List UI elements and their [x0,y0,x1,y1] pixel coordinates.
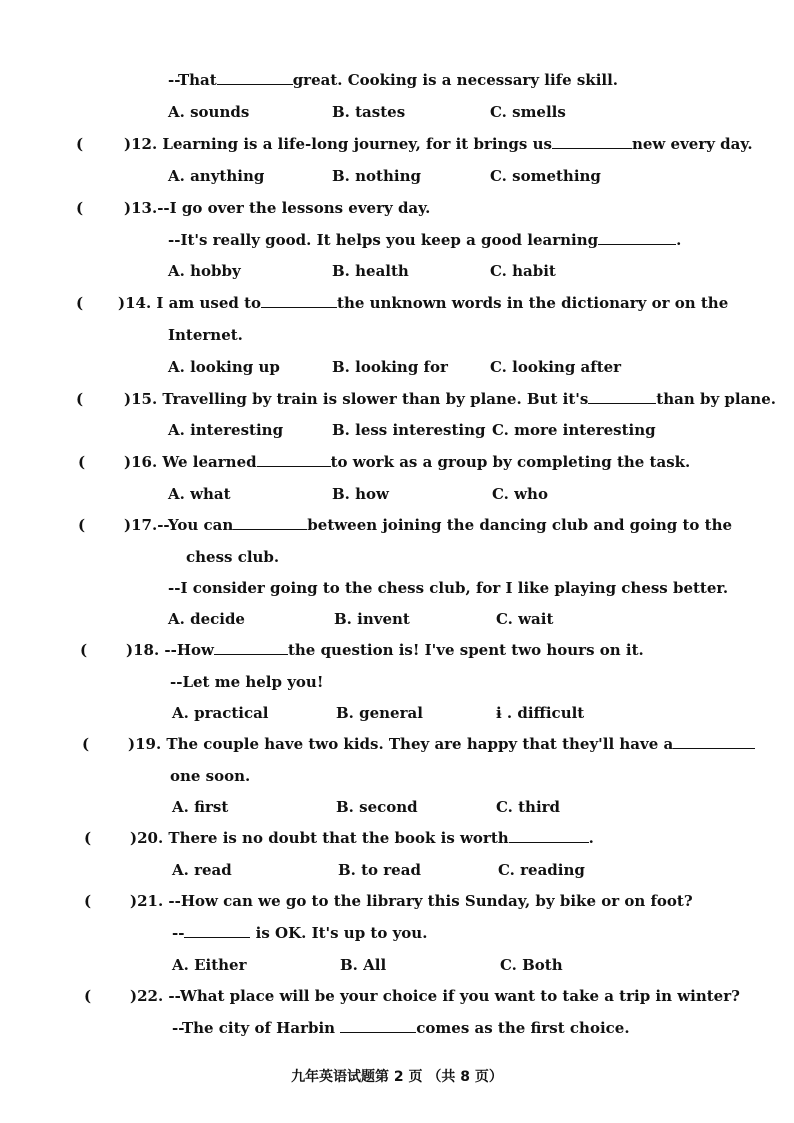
q17-dialogue-line: --I consider going to the chess club, for I like playing chess better. [168,579,729,597]
option-c: C. habit [490,262,556,280]
answer-paren: ( [76,199,84,217]
q15-question: )15. Travelling by train is slower than by plane. But it's than by plane. [124,390,776,408]
q14-question-cont: Internet. [168,326,243,344]
q20-question: )20. There is no doubt that the book is worth . [130,829,594,847]
option-b: B. tastes [332,103,406,121]
q13-dialogue-line: --It's really good. It helps you keep a good learning . [168,231,682,249]
option-a: A. Either [172,956,247,974]
page-footer: 九年英语试题第 2 页 （共 8 页） [291,1069,503,1085]
answer-paren: ( [76,294,84,312]
q22-dialogue-line: --The city of Harbin comes as the first choice. [172,1019,630,1037]
answer-blank [552,134,632,149]
option-a: A. first [172,798,229,816]
q17-question-cont: chess club. [186,548,280,566]
answer-blank [598,230,676,245]
answer-paren: ( [78,453,86,471]
option-b: B. how [332,485,389,503]
q22-question: )22. --What place will be your choice if you want to take a trip in winter? [130,987,740,1005]
option-c: C. third [496,798,561,816]
answer-blank [214,640,288,655]
option-a: A. sounds [168,103,250,121]
option-c: C. who [492,485,548,503]
option-a: A. hobby [168,262,241,280]
option-c: ɨ . difficult [496,704,585,722]
answer-blank [261,293,337,308]
answer-paren: ( [80,641,88,659]
answer-paren: ( [76,390,84,408]
option-a: A. what [168,485,231,503]
answer-paren: ( [78,516,86,534]
answer-blank [340,1018,416,1033]
option-b: B. second [336,798,418,816]
option-a: A. decide [168,610,245,628]
option-b: B. nothing [332,167,421,185]
option-a: A. looking up [168,358,280,376]
q19-question-cont: one soon. [170,767,251,785]
option-b: B. to read [338,861,421,879]
answer-blank [184,923,250,938]
q21-dialogue-line: -- is OK. It's up to you. [172,924,428,942]
option-a: A. anything [168,167,265,185]
option-c: C. looking after [490,358,622,376]
option-b: B. invent [334,610,410,628]
option-a: A. interesting [168,421,284,439]
answer-blank [673,734,755,749]
option-b: B. All [340,956,387,974]
option-b: B. looking for [332,358,448,376]
answer-blank [257,452,331,467]
answer-paren: ( [84,892,92,910]
option-a: A. practical [172,704,269,722]
answer-paren: ( [76,135,84,153]
q21-question: )21. --How can we go to the library this Sunday, by bike or on foot? [130,892,693,910]
option-c: C. something [490,167,601,185]
answer-blank [217,70,293,85]
option-b: B. less interesting [332,421,486,439]
q16-question: )16. We learned to work as a group by completing the task. [124,453,691,471]
option-b: B. general [336,704,423,722]
answer-blank [588,389,656,404]
answer-blank [233,515,307,530]
option-b: B. health [332,262,409,280]
answer-paren: ( [84,987,92,1005]
q18-question: )18. --How the question is! I've spent two hours on it. [126,641,644,659]
answer-paren: ( [84,829,92,847]
q12-question: )12. Learning is a life-long journey, for it brings us new every day. [124,135,753,153]
q17-question: )17.--You can between joining the dancing club and going to the [124,516,733,534]
answer-blank [509,828,589,843]
option-c: C. more interesting [492,421,656,439]
option-c: C. smells [490,103,566,121]
q19-question: )19. The couple have two kids. They are happy that they'll have a [128,734,755,754]
answer-paren: ( [82,735,90,753]
q14-question: )14. I am used to the unknown words in the dictionary or on the [118,294,729,312]
option-c: C. reading [498,861,585,879]
q11-dialogue-line: --That great. Cooking is a necessary life skill. [168,71,619,89]
q13-question: )13.--I go over the lessons every day. [124,199,431,217]
option-c: C. wait [496,610,554,628]
option-a: A. read [172,861,232,879]
q18-dialogue-line: --Let me help you! [170,673,324,691]
option-c: C. Both [500,956,563,974]
